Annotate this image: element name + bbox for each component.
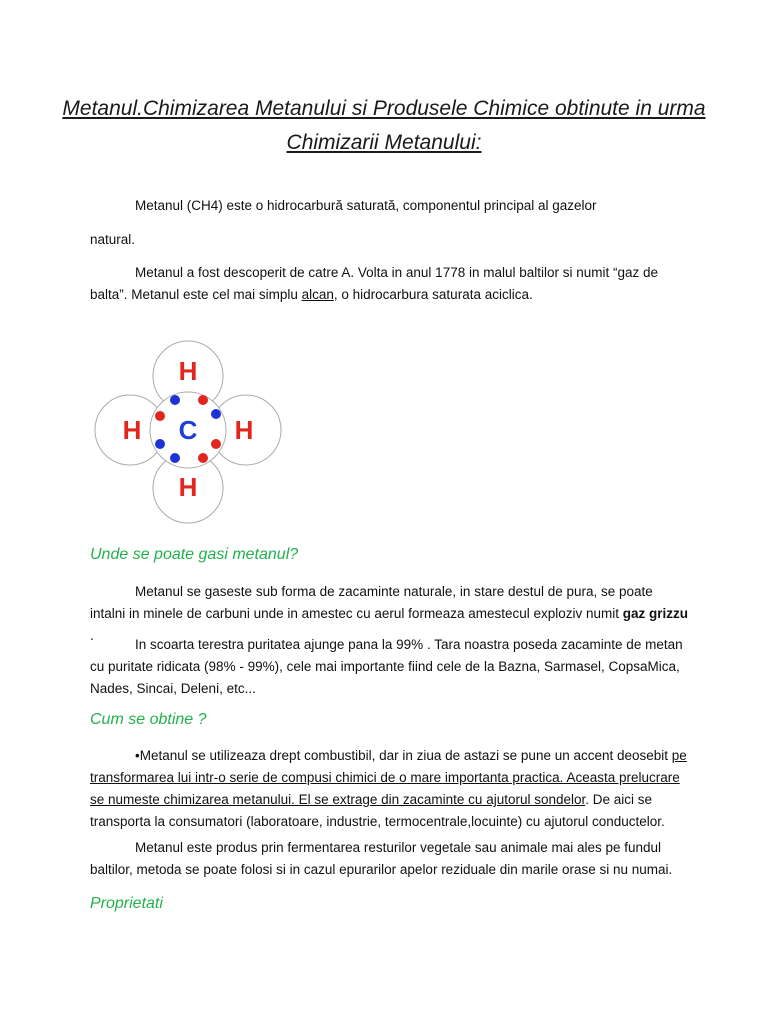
chimizare-text-a: •Metanul se utilizeaza drept combustibil, dar in ziua de astazi se pune un accent deosebit	[135, 748, 672, 763]
hydrogen-label-right: H	[234, 415, 254, 445]
electron-dot	[155, 439, 165, 449]
occurrence-text-b: .	[90, 628, 94, 643]
electron-dot	[170, 395, 180, 405]
discovery-text-a: Metanul a fost descoperit de catre A. Volta in anul 1778 in malul baltilor si numit “gaz de balta”. Metanul este cel mai simplu	[90, 265, 659, 302]
heading-proprietati: Proprietati	[90, 895, 163, 912]
gaz-grizzu-term: gaz grizzu	[622, 606, 689, 621]
discovery-text-b: , o hidrocarbura saturata aciclica.	[333, 287, 533, 302]
document-title	[60, 92, 708, 160]
chimizare-underlined-link[interactable]: pe transformarea lui intr-o serie de compusi chimici de o mare importanta practica. Aceasta prelucrare se numeste chimizarea metanului. El se extrage din zacaminte cu ajutorul sondelor	[90, 748, 687, 807]
electron-dot	[170, 453, 180, 463]
electron-dot	[211, 439, 221, 449]
methane-molecule-diagram	[94, 336, 284, 526]
carbon-label: C	[178, 415, 198, 445]
title-line-1: Metanul.Chimizarea Metanului si Produsele Chimice obtinute in urma	[62, 97, 706, 120]
heading-cum-se-obtine: Cum se obtine ?	[90, 711, 207, 728]
electron-dot	[198, 395, 208, 405]
hydrogen-label-bottom: H	[178, 472, 198, 502]
paragraph-chimizare	[90, 745, 690, 833]
paragraph-discovery	[90, 262, 690, 306]
paragraph-fermentation: Metanul este produs prin fermentarea resturilor vegetale sau animale mai ales pe fundul baltilor, metoda se poate folosi si in cazul epurarilor apelor reziduale din marile orase si nu numai.	[90, 840, 673, 877]
hydrogen-label-left: H	[122, 415, 142, 445]
paragraph-intro-continuation: natural.	[90, 232, 136, 247]
electron-dot	[198, 453, 208, 463]
title-line-2: Chimizarii Metanului:	[286, 131, 482, 154]
hydrogen-label-top: H	[178, 356, 198, 386]
alcan-link[interactable]: alcan	[301, 287, 334, 302]
electron-dot	[211, 409, 221, 419]
paragraph-intro: Metanul (CH4) este o hidrocarbură saturată, componentul principal al gazelor	[135, 198, 597, 213]
chimizare-text-b: . De aici se transporta la consumatori (laboratoare, industrie, termocentrale,locuinte) cu ajutorul conductelor.	[90, 792, 665, 829]
electron-dot	[155, 411, 165, 421]
paragraph-purity: In scoarta terestra puritatea ajunge pana la 99% . Tara noastra poseda zacaminte de metan cu puritate ridicata (98% - 99%), cele mai importante fiind cele de la Bazna, Sarmasel, CopsaMica, Nades, Sincai, Deleni, etc...	[90, 637, 683, 696]
heading-unde-se-gaseste: Unde se poate gasi metanul?	[90, 546, 299, 563]
occurrence-text-a: Metanul se gaseste sub forma de zacaminte naturale, in stare destul de pura, se poate intalni in minele de carbuni unde in amestec cu aerul formeaza amestecul exploziv numit	[90, 584, 653, 621]
